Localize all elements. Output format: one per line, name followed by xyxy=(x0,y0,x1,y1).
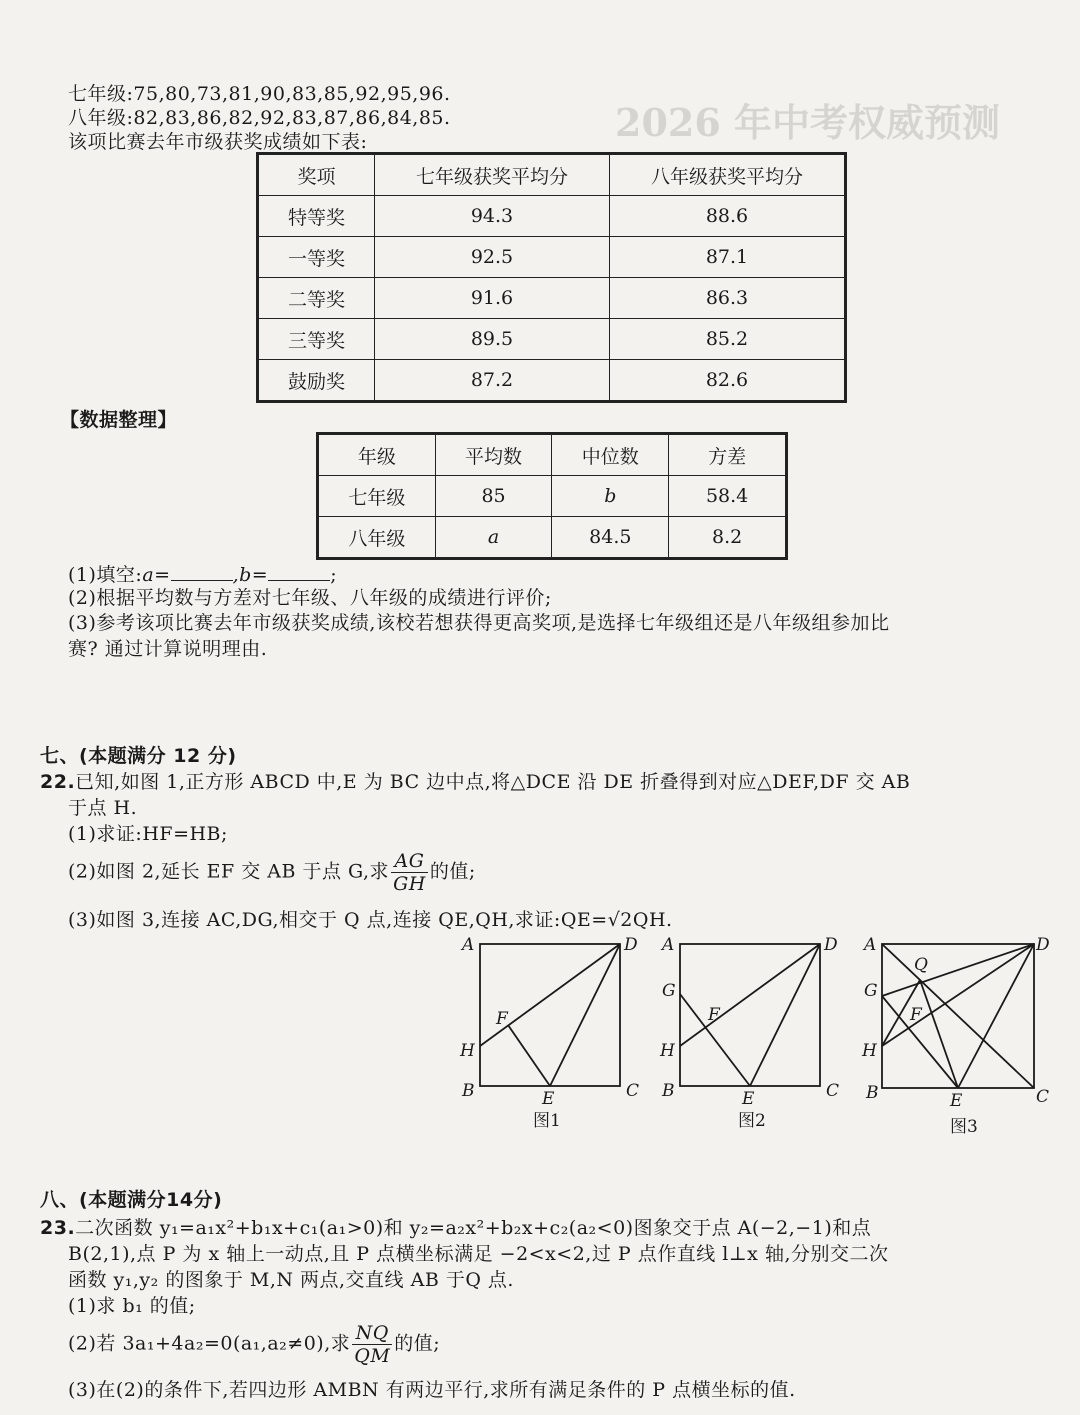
figure-3-line-eg xyxy=(882,996,958,1088)
table-row xyxy=(258,278,846,319)
grade7-award-score: 87.2 xyxy=(374,360,609,402)
figure-2-line-de xyxy=(750,944,820,1086)
award-name: 特等奖 xyxy=(258,196,375,237)
section8-title: 八、(本题满分14分) xyxy=(40,1189,223,1211)
figure-1-line-de xyxy=(550,944,620,1086)
fig2-label-g: G xyxy=(662,981,676,1001)
stats-header-cell: 年级 xyxy=(318,434,436,476)
stats-header-cell: 中位数 xyxy=(552,434,669,476)
figure-3-line-dg xyxy=(882,944,1034,996)
fig2-label-h: H xyxy=(660,1041,675,1061)
grade7-scores: 七年级:75,80,73,81,90,83,85,92,95,96. xyxy=(68,83,451,105)
fraction-nq-qm xyxy=(352,1322,392,1367)
award-name: 一等奖 xyxy=(258,237,375,278)
stats-median: b xyxy=(552,476,669,517)
fig2-label-d: D xyxy=(824,935,838,955)
fig3-label-b: B xyxy=(866,1083,879,1103)
fig1-label-f: F xyxy=(496,1009,508,1029)
grade8-award-score: 86.3 xyxy=(609,278,845,319)
figure-2-caption: 图2 xyxy=(738,1111,766,1131)
table-row xyxy=(258,237,846,278)
grade8-award-score: 82.6 xyxy=(609,360,845,402)
q23-stem-line1 xyxy=(40,1216,871,1240)
figure-1-diagram xyxy=(480,944,620,1086)
q22-stem-line2: 于点 H. xyxy=(68,797,138,819)
q21-part1-b-label: ,b= xyxy=(232,564,269,586)
grade8-award-score: 85.2 xyxy=(609,319,845,360)
grade8-scores: 八年级:82,83,86,82,92,83,87,86,84,85. xyxy=(68,107,451,129)
stats-variance: 8.2 xyxy=(669,517,787,559)
q22-part2 xyxy=(68,850,476,895)
figure-1-line-ef xyxy=(508,1025,550,1086)
figure-3-line-ac xyxy=(882,944,1034,1088)
figure-1-square xyxy=(480,944,620,1086)
fraction-numerator: NQ xyxy=(352,1322,392,1345)
figure-3-caption: 图3 xyxy=(950,1117,978,1137)
table-row xyxy=(258,360,846,402)
fraction-denominator: QM xyxy=(354,1345,391,1367)
stats-mean: a xyxy=(435,517,552,559)
q21-part3-line1: (3)参考该项比赛去年市级获奖成绩,该校若想获得更高奖项,是选择七年级组还是八年级组参加比 xyxy=(68,612,890,634)
q21-part1 xyxy=(68,562,337,587)
award-table-intro: 该项比赛去年市级获奖成绩如下表: xyxy=(68,131,368,153)
fig1-label-e: E xyxy=(542,1089,555,1109)
award-name: 二等奖 xyxy=(258,278,375,319)
stats-median: 84.5 xyxy=(552,517,669,559)
fraction-ag-gh xyxy=(391,850,428,895)
q23-part2-prefix: (2)若 3a₁+4a₂=0(a₁,a₂≠0),求 xyxy=(68,1332,351,1355)
table-row xyxy=(318,517,787,559)
q22-part1: (1)求证:HF=HB; xyxy=(68,823,228,845)
figure-3-line-dh xyxy=(882,944,1034,1046)
stats-grade: 七年级 xyxy=(318,476,436,517)
fig3-label-g: G xyxy=(864,981,878,1001)
award-name: 三等奖 xyxy=(258,319,375,360)
fig1-label-d: D xyxy=(624,935,638,955)
q21-part2: (2)根据平均数与方差对七年级、八年级的成绩进行评价; xyxy=(68,587,552,609)
q23-stem-line3: 函数 y₁,y₂ 的图象于 M,N 两点,交直线 AB 于Q 点. xyxy=(68,1269,514,1291)
data-section-title: 【数据整理】 xyxy=(60,409,178,431)
fig3-label-h: H xyxy=(862,1041,877,1061)
figure-3-line-qe xyxy=(920,980,958,1088)
grade7-award-score: 94.3 xyxy=(374,196,609,237)
fraction-denominator: GH xyxy=(393,873,426,895)
q22-part2-prefix: (2)如图 2,延长 EF 交 AB 于点 G,求 xyxy=(68,860,390,883)
q22-stem-text: 已知,如图 1,正方形 ABCD 中,E 为 BC 边中点,将△DCE 沿 DE 折叠得到对应△DEF,DF 交 AB xyxy=(75,771,911,793)
stats-table xyxy=(316,432,788,560)
stats-mean: 85 xyxy=(435,476,552,517)
fig2-label-b: B xyxy=(662,1081,675,1101)
grade7-award-score: 89.5 xyxy=(374,319,609,360)
q23-part2 xyxy=(68,1322,440,1367)
grade7-award-score: 92.5 xyxy=(374,237,609,278)
q22-part2-suffix: 的值; xyxy=(429,860,476,883)
fig1-label-b: B xyxy=(462,1081,475,1101)
section7-title: 七、(本题满分 12 分) xyxy=(40,745,237,767)
fig1-label-h: H xyxy=(460,1041,475,1061)
grade7-award-score: 91.6 xyxy=(374,278,609,319)
stats-variance: 58.4 xyxy=(669,476,787,517)
fig2-label-a: A xyxy=(662,935,675,955)
fig2-label-f: F xyxy=(708,1005,720,1025)
q23-stem-text: 二次函数 y₁=a₁x²+b₁x+c₁(a₁>0)和 y₂=a₂x²+b₂x+c₂(a₂<0)图象交于点 A(−2,−1)和点 xyxy=(75,1217,872,1239)
fraction-numerator: AG xyxy=(391,850,428,873)
q23-part3: (3)在(2)的条件下,若四边形 AMBN 有两边平行,求所有满足条件的 P 点横坐标的值. xyxy=(68,1379,796,1401)
award-table-header xyxy=(258,154,846,196)
grade8-award-score: 88.6 xyxy=(609,196,845,237)
q22-stem-line1 xyxy=(40,770,910,794)
fig3-label-q: Q xyxy=(914,955,928,975)
figure-2-line-eg xyxy=(680,994,750,1086)
figure-2-square xyxy=(680,944,820,1086)
stats-table-header xyxy=(318,434,787,476)
bleed-through-header: 2026 年中考权威预测 xyxy=(615,100,1000,145)
table-row xyxy=(258,196,846,237)
answer-blank-b[interactable] xyxy=(268,562,330,581)
q22-number: 22. xyxy=(40,771,76,793)
fig1-label-a: A xyxy=(462,935,475,955)
award-header-cell: 八年级获奖平均分 xyxy=(609,154,845,196)
q21-part1-a-label: a= xyxy=(142,564,171,586)
stats-header-cell: 平均数 xyxy=(435,434,552,476)
fig2-label-c: C xyxy=(826,1081,840,1101)
stats-grade: 八年级 xyxy=(318,517,436,559)
figure-3-line-de xyxy=(958,944,1034,1088)
fig3-label-d: D xyxy=(1036,935,1050,955)
figure-3-diagram xyxy=(882,944,1034,1088)
grade8-award-score: 87.1 xyxy=(609,237,845,278)
fig3-label-e: E xyxy=(950,1091,963,1111)
q21-part1-prefix: (1)填空: xyxy=(68,564,143,586)
q23-number: 23. xyxy=(40,1217,76,1239)
award-name: 鼓励奖 xyxy=(258,360,375,402)
fig3-label-a: A xyxy=(864,935,877,955)
award-header-cell: 七年级获奖平均分 xyxy=(374,154,609,196)
figure-1-line-dh xyxy=(480,944,620,1046)
award-table xyxy=(256,152,847,403)
award-header-cell: 奖项 xyxy=(258,154,375,196)
figure-3-square xyxy=(882,944,1034,1088)
q21-part1-end: ; xyxy=(330,564,338,586)
fig3-label-c: C xyxy=(1036,1087,1050,1107)
fig1-label-c: C xyxy=(626,1081,640,1101)
q23-part1: (1)求 b₁ 的值; xyxy=(68,1295,196,1317)
fig2-label-e: E xyxy=(742,1089,755,1109)
answer-blank-a[interactable] xyxy=(171,562,233,581)
figure-3-line-qh xyxy=(882,980,920,1046)
q23-part2-suffix: 的值; xyxy=(394,1332,441,1355)
table-row xyxy=(318,476,787,517)
figure-2-line-dh xyxy=(680,944,820,1046)
q21-part3-line2: 赛? 通过计算说明理由. xyxy=(68,638,268,660)
q23-stem-line2: B(2,1),点 P 为 x 轴上一动点,且 P 点横坐标满足 −2<x<2,过 P 点作直线 l⊥x 轴,分别交二次 xyxy=(68,1243,889,1265)
fig3-label-f: F xyxy=(910,1005,922,1025)
table-row xyxy=(258,319,846,360)
figure-2-diagram xyxy=(680,944,820,1086)
q22-part3: (3)如图 3,连接 AC,DG,相交于 Q 点,连接 QE,QH,求证:QE=√2QH. xyxy=(68,909,673,931)
figure-1-caption: 图1 xyxy=(533,1111,561,1131)
stats-header-cell: 方差 xyxy=(669,434,787,476)
